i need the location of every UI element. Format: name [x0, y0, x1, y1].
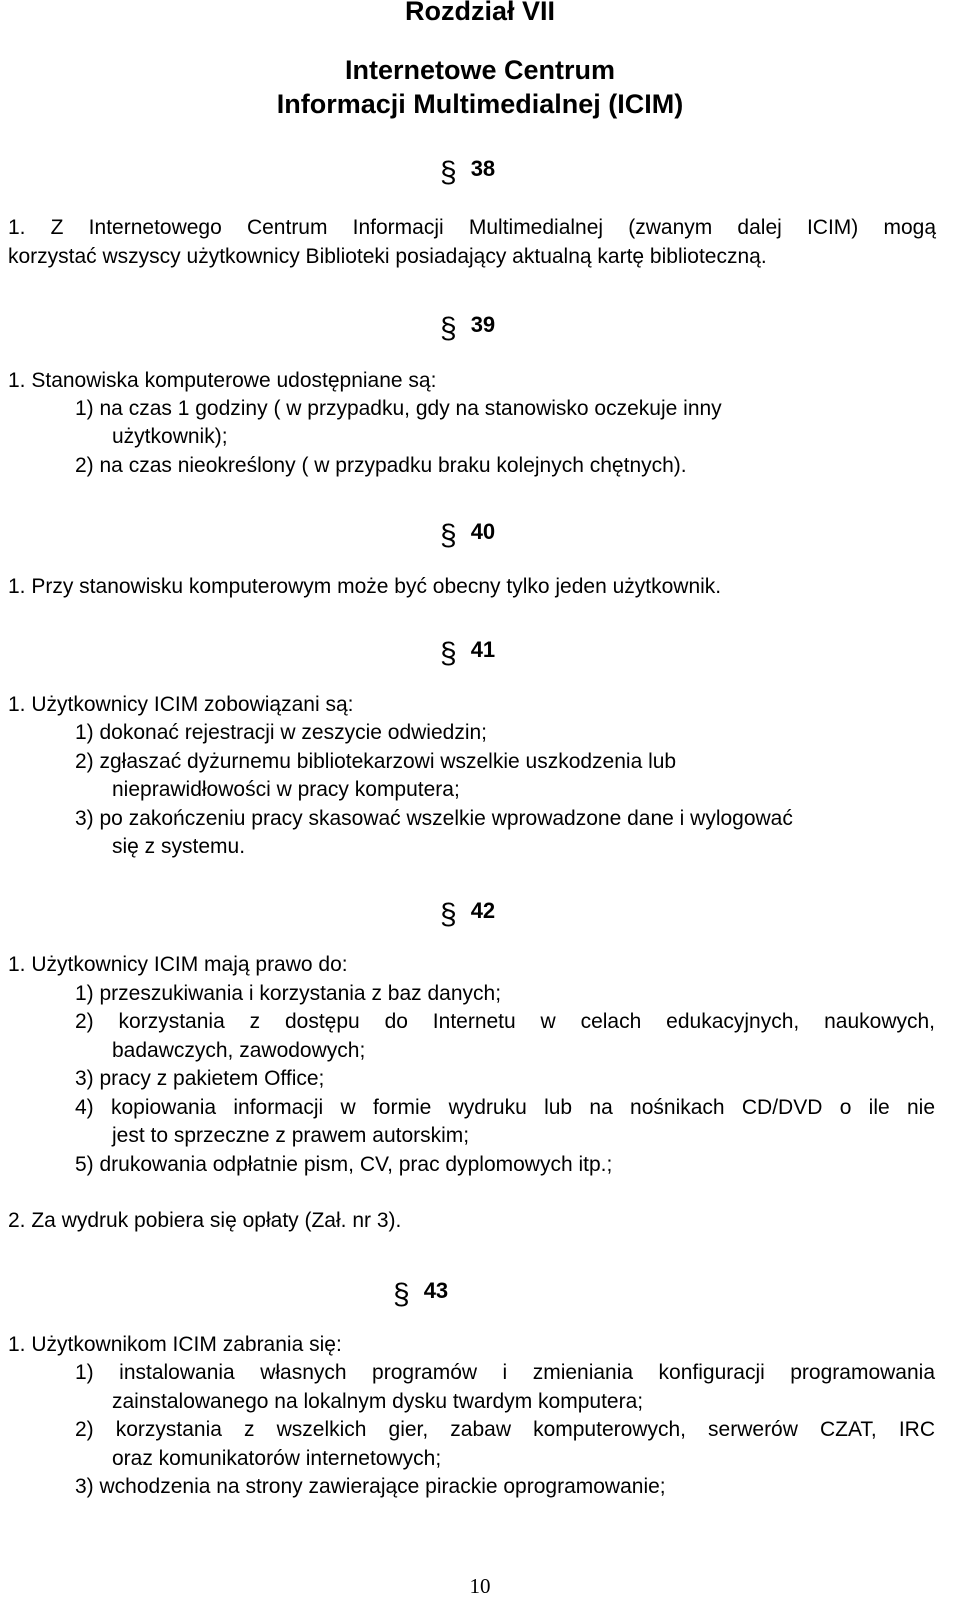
- section-43-line-2: 1) instalowania własnych programów i zmieniania konfiguracji programowania: [75, 1361, 935, 1384]
- section-42-line-8: 5) drukowania odpłatnie pism, CV, prac dyplomowych itp.;: [75, 1153, 613, 1176]
- section-sign-icon: §: [393, 1278, 410, 1311]
- section-39-line-3: użytkownik);: [112, 425, 228, 448]
- section-number: 39: [470, 312, 496, 337]
- section-40-line-1: 1. Przy stanowisku komputerowym może być obecny tylko jeden użytkownik.: [8, 575, 722, 598]
- section-number: 43: [423, 1278, 449, 1303]
- section-42-line-4: badawczych, zawodowych;: [112, 1039, 366, 1062]
- section-sign-icon: §: [440, 637, 457, 670]
- section-41-line-6: się z systemu.: [112, 835, 246, 858]
- section-42-line-1: 1. Użytkownicy ICIM mają prawo do:: [8, 953, 348, 976]
- section-43-line-6: 3) wchodzenia na strony zawierające pirackie oprogramowanie;: [75, 1475, 666, 1498]
- document-title-line-1: Internetowe Centrum: [344, 55, 616, 85]
- section-sign-icon: §: [440, 898, 457, 931]
- section-41-line-5: 3) po zakończeniu pracy skasować wszelkie wprowadzone dane i wylogować: [75, 807, 793, 830]
- section-41-line-3: 2) zgłaszać dyżurnemu bibliotekarzowi wszelkie uszkodzenia lub: [75, 750, 677, 773]
- section-40-heading: [440, 513, 496, 552]
- section-39-heading: [440, 306, 496, 345]
- section-43-line-4: 2) korzystania z wszelkich gier, zabaw komputerowych, serwerów CZAT, IRC: [75, 1418, 935, 1441]
- section-42-heading: [440, 892, 496, 931]
- chapter-heading: Rozdział VII: [404, 0, 556, 26]
- section-42-line-7: jest to sprzeczne z prawem autorskim;: [112, 1124, 470, 1147]
- section-42-line-3: 2) korzystania z dostępu do Internetu w celach edukacyjnych, naukowych,: [75, 1010, 935, 1033]
- section-43-line-3: zainstalowanego na lokalnym dysku twardym komputera;: [112, 1390, 644, 1413]
- section-42-line-6: 4) kopiowania informacji w formie wydruku lub na nośnikach CD/DVD o ile nie: [75, 1096, 935, 1119]
- section-41-line-1: 1. Użytkownicy ICIM zobowiązani są:: [8, 693, 354, 716]
- section-sign-icon: §: [440, 312, 457, 345]
- section-42-line-9: 2. Za wydruk pobiera się opłaty (Zał. nr 3).: [8, 1209, 402, 1232]
- section-39-line-1: 1. Stanowiska komputerowe udostępniane są:: [8, 369, 437, 392]
- section-number: 38: [470, 156, 496, 181]
- section-43-heading: [393, 1272, 449, 1311]
- document-title-line-2: Informacji Multimedialnej (ICIM): [276, 89, 684, 119]
- section-38-line-1: 1. Z Internetowego Centrum Informacji Multimedialnej (zwanym dalej ICIM) mogą: [8, 216, 936, 239]
- section-43-line-1: 1. Użytkownikom ICIM zabrania się:: [8, 1333, 342, 1356]
- section-42-line-5: 3) pracy z pakietem Office;: [75, 1067, 325, 1090]
- section-sign-icon: §: [440, 156, 457, 189]
- section-41-line-2: 1) dokonać rejestracji w zeszycie odwiedzin;: [75, 721, 488, 744]
- section-39-line-4: 2) na czas nieokreślony ( w przypadku braku kolejnych chętnych).: [75, 454, 687, 477]
- section-38-heading: [440, 150, 496, 189]
- section-sign-icon: §: [440, 519, 457, 552]
- section-41-heading: [440, 631, 496, 670]
- section-number: 40: [470, 519, 496, 544]
- section-number: 41: [470, 637, 496, 662]
- page-number: 10: [469, 1574, 491, 1598]
- section-38-line-2: korzystać wszyscy użytkownicy Biblioteki posiadający aktualną kartę biblioteczną.: [8, 245, 767, 268]
- section-43-line-5: oraz komunikatorów internetowych;: [112, 1447, 442, 1470]
- section-41-line-4: nieprawidłowości w pracy komputera;: [112, 778, 460, 801]
- section-39-line-2: 1) na czas 1 godziny ( w przypadku, gdy na stanowisko oczekuje inny: [75, 397, 722, 420]
- section-number: 42: [470, 898, 496, 923]
- section-42-line-2: 1) przeszukiwania i korzystania z baz danych;: [75, 982, 502, 1005]
